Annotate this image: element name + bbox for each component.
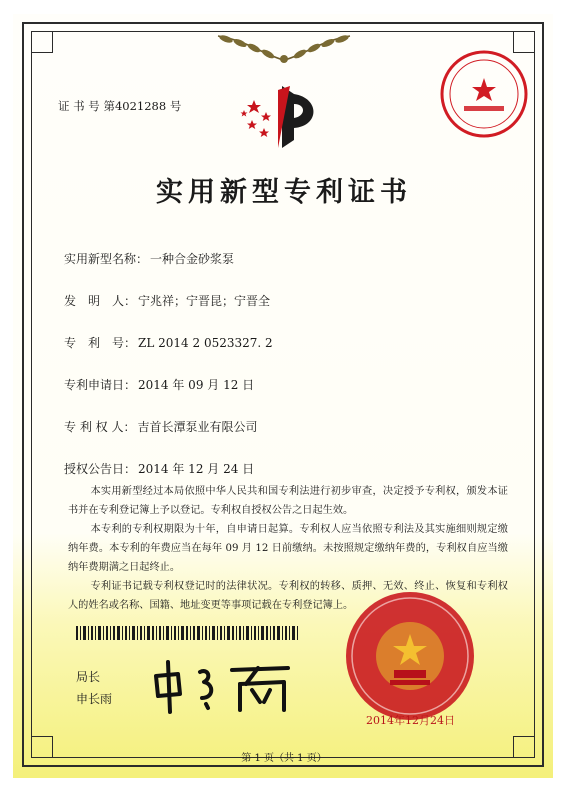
laurel-ornament — [196, 26, 372, 66]
grant-date-value: 2014 年 12 月 24 日 — [138, 462, 255, 476]
director-signature — [148, 654, 298, 716]
body-paragraph: 本专利的专利权期限为十年，自申请日起算。专利权人应当依照专利法及其实施细则规定缴纳年费。本专利的年费应当在每年 09 月 12 日前缴纳。未按照规定缴纳年费的，专利权自应当缴纳年费期满之日起终止。 — [68, 524, 508, 573]
director-name: 申长雨 — [76, 692, 113, 706]
corner-ornament — [31, 31, 53, 53]
patentee-label: 专 利 权 人： — [64, 420, 136, 434]
inventor-label: 发 明 人： — [64, 294, 137, 308]
filing-date-row — [64, 376, 254, 393]
certificate-title: 实用新型专利证书 — [156, 177, 412, 208]
body-paragraph: 专利证书记载专利权登记时的法律状况。专利权的转移、质押、无效、终止、恢复和专利权人的姓名或名称、国籍、地址变更等事项记载在专利登记簿上。 — [68, 581, 508, 611]
body-paragraph: 本实用新型经过本局依照中华人民共和国专利法进行初步审查，决定授予专利权，颁发本证书并在专利登记簿上予以登记。专利权自授权公告之日起生效。 — [68, 486, 508, 516]
director-title: 局长 — [76, 670, 101, 684]
official-seal — [342, 588, 478, 724]
patent-office-logo — [238, 82, 324, 150]
patentee-value: 吉首长潭泵业有限公司 — [137, 420, 258, 434]
utility-model-name-label: 实用新型名称： — [64, 252, 149, 266]
certificate-number: 证 书 号 第4021288 号 — [58, 99, 182, 113]
patent-number-row — [64, 334, 273, 351]
filing-date-label: 专利申请日： — [64, 378, 137, 392]
barcode — [76, 626, 298, 640]
seal-date: 2014年12月24日 — [366, 714, 455, 727]
utility-model-name-row — [64, 250, 234, 267]
inventor-value: 宁兆祥；宁晋昆；宁晋全 — [138, 294, 271, 308]
inventor-row — [64, 292, 270, 309]
page-number: 第 1 页（共 1 页） — [241, 753, 327, 764]
grant-date-label: 授权公告日： — [64, 462, 137, 476]
filing-date-value: 2014 年 09 月 12 日 — [138, 378, 255, 392]
patent-number-label: 专 利 号： — [64, 336, 137, 350]
patentee-row — [64, 418, 257, 435]
utility-model-name-value: 一种合金砂浆泵 — [150, 252, 235, 266]
agency-stamp — [438, 48, 530, 140]
patent-number-value: ZL 2014 2 0523327. 2 — [138, 336, 273, 350]
grant-date-row — [64, 460, 254, 477]
